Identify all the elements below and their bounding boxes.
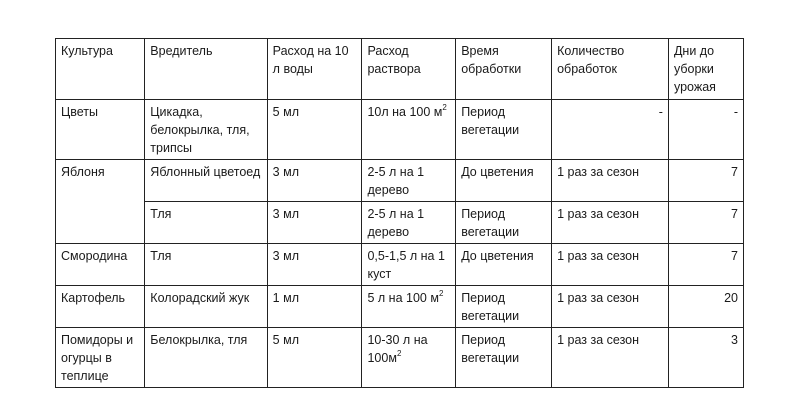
header-solution-consumption: Расход раствора — [362, 39, 456, 100]
cell-count: 1 раз за сезон — [552, 328, 669, 388]
cell-per10l: 3 мл — [267, 244, 362, 286]
cell-count: 1 раз за сезон — [552, 160, 669, 202]
cell-time: Период вегетации — [456, 286, 552, 328]
header-treatment-time: Время обработки — [456, 39, 552, 100]
cell-time: Период вегетации — [456, 100, 552, 160]
cell-days: 7 — [668, 202, 743, 244]
table-row — [56, 328, 744, 388]
cell-per10l: 3 мл — [267, 202, 362, 244]
cell-crop: Картофель — [56, 286, 145, 328]
cell-time: До цветения — [456, 160, 552, 202]
header-consumption-per-10l: Расход на 10 л воды — [267, 39, 362, 100]
table-header-row — [56, 39, 744, 100]
cell-solution: 0,5-1,5 л на 1 куст — [362, 244, 456, 286]
header-crop: Культура — [56, 39, 145, 100]
cell-pest: Цикадка, белокрылка, тля, трипсы — [145, 100, 267, 160]
cell-time: Период вегетации — [456, 202, 552, 244]
table-row — [56, 202, 744, 244]
table-row — [56, 286, 744, 328]
solution-text: 10-30 л на 100м — [367, 333, 428, 365]
cell-days: 7 — [668, 160, 743, 202]
table-container — [55, 38, 744, 388]
treatment-table — [55, 38, 744, 388]
cell-solution — [362, 100, 456, 160]
cell-per10l: 3 мл — [267, 160, 362, 202]
cell-crop: Яблоня — [56, 160, 145, 244]
cell-solution — [362, 286, 456, 328]
cell-count: 1 раз за сезон — [552, 286, 669, 328]
header-treatment-count: Количество обработок — [552, 39, 669, 100]
cell-pest: Тля — [145, 202, 267, 244]
solution-text: 10л на 100 м — [367, 105, 443, 119]
cell-crop: Цветы — [56, 100, 145, 160]
cell-pest: Колорадский жук — [145, 286, 267, 328]
cell-time: До цветения — [456, 244, 552, 286]
header-days-before-harvest: Дни до уборки урожая — [668, 39, 743, 100]
cell-pest: Белокрылка, тля — [145, 328, 267, 388]
cell-days: 3 — [668, 328, 743, 388]
cell-crop: Смородина — [56, 244, 145, 286]
cell-per10l: 5 мл — [267, 328, 362, 388]
solution-text: 5 л на 100 м — [367, 291, 439, 305]
cell-pest: Тля — [145, 244, 267, 286]
header-pest: Вредитель — [145, 39, 267, 100]
square-superscript: 2 — [438, 289, 444, 298]
cell-count: 1 раз за сезон — [552, 244, 669, 286]
cell-pest: Яблонный цветоед — [145, 160, 267, 202]
cell-solution: 2-5 л на 1 дерево — [362, 160, 456, 202]
cell-days: - — [668, 100, 743, 160]
table-row — [56, 160, 744, 202]
cell-days: 7 — [668, 244, 743, 286]
table-row — [56, 100, 744, 160]
table-row — [56, 244, 744, 286]
cell-days: 20 — [668, 286, 743, 328]
cell-time: Период вегетации — [456, 328, 552, 388]
cell-solution — [362, 328, 456, 388]
cell-per10l: 5 мл — [267, 100, 362, 160]
cell-per10l: 1 мл — [267, 286, 362, 328]
cell-solution: 2-5 л на 1 дерево — [362, 202, 456, 244]
cell-crop: Помидоры и огурцы в теплице — [56, 328, 145, 388]
square-superscript: 2 — [442, 103, 447, 112]
square-superscript: 2 — [396, 349, 402, 358]
cell-count: - — [552, 100, 669, 160]
cell-count: 1 раз за сезон — [552, 202, 669, 244]
